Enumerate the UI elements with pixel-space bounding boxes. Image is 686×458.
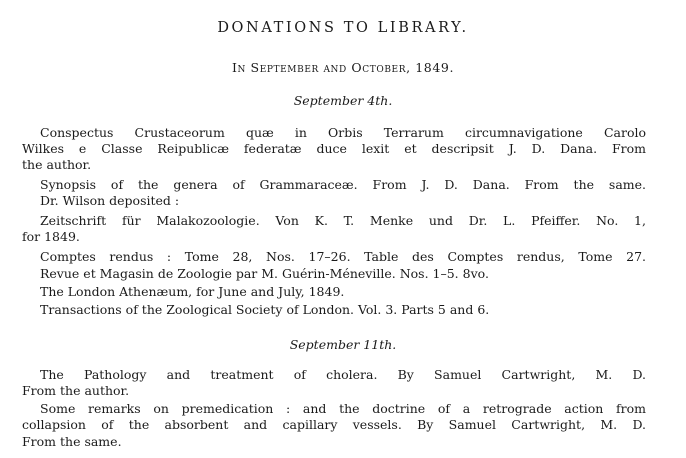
entry-line: Zeitschrift für Malakozoologie. Von K. T. Menke und Dr. L. Pfeiffer. No. 1, [40,213,646,228]
subtitle-year: , 1849. [406,60,455,75]
page-subtitle [0,60,686,75]
entry-line: Comptes rendus : Tome 28, Nos. 17–26. Table des Comptes rendus, Tome 27. [40,249,646,264]
entry-line: Transactions of the Zoological Society of London. Vol. 3. Parts 5 and 6. [40,302,490,317]
entry-line: From the same. [22,434,122,449]
section-date-heading: September 11th. [289,337,397,352]
entry-line: From the author. [22,383,130,398]
entry-line: for 1849. [22,229,80,244]
section-date-heading: September 4th. [293,93,393,108]
entry-line: Dr. Wilson deposited : [40,193,180,208]
entry-line: the author. [22,157,92,172]
page-title: DONATIONS TO LIBRARY. [217,20,469,36]
entry-line: collapsion of the absorbent and capillary vessels. By Samuel Cartwright, M. D. [22,417,646,432]
entry-line: Revue et Magasin de Zoologie par M. Guérin-Méneville. Nos. 1–5. 8vo. [40,266,489,281]
entry-line: The Pathology and treatment of cholera. By Samuel Cartwright, M. D. [40,367,646,382]
entry-line: Some remarks on premedication : and the doctrine of a retrograde action from [40,401,646,416]
subtitle-months: In September and October [231,60,407,75]
entry-line: Synopsis of the genera of Grammaraceæ. From J. D. Dana. From the same. [40,177,646,192]
entry-line: The London Athenæum, for June and July, 1849. [40,284,345,299]
entry-line: Conspectus Crustaceorum quæ in Orbis Terrarum circumnavigatione Carolo [40,125,646,140]
entry-line: Wilkes e Classe Reipublicæ federatæ duce lexit et descripsit J. D. Dana. From [22,141,646,156]
